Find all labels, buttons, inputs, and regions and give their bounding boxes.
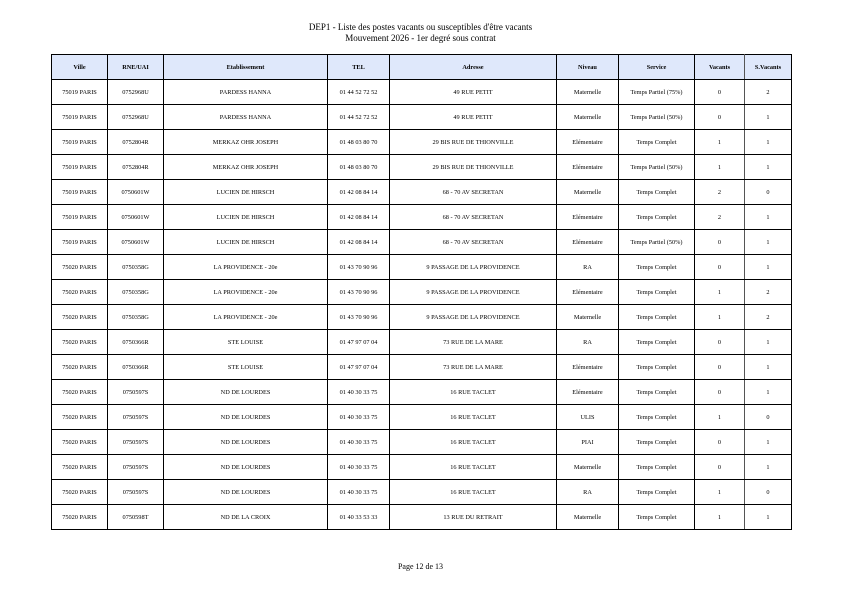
col-header-niveau: Niveau — [557, 55, 619, 80]
cell-tel: 01 40 30 33 75 — [328, 480, 390, 505]
cell-vacants: 0 — [695, 80, 745, 105]
cell-vacants: 1 — [695, 405, 745, 430]
cell-niveau: Elémentaire — [557, 205, 619, 230]
cell-etablissement: LUCIEN DE HIRSCH — [164, 205, 328, 230]
cell-rne: 0750597S — [108, 430, 164, 455]
cell-rne: 0752968U — [108, 80, 164, 105]
cell-svacants: 1 — [745, 380, 792, 405]
table-row — [52, 280, 792, 305]
cell-rne: 0750366R — [108, 330, 164, 355]
cell-svacants: 1 — [745, 255, 792, 280]
cell-tel: 01 48 03 80 70 — [328, 155, 390, 180]
table-row — [52, 380, 792, 405]
title-line-2: Mouvement 2026 - 1er degré sous contrat — [345, 33, 496, 43]
table-row — [52, 505, 792, 530]
title-line-1: DEP1 - Liste des postes vacants ou susceptibles d'être vacants — [308, 22, 533, 32]
col-header-etablissement: Etablissement — [164, 55, 328, 80]
cell-etablissement: ND DE LA CROIX — [164, 505, 328, 530]
cell-service: Temps Partiel (75%) — [619, 80, 695, 105]
cell-ville: 75020 PARIS — [52, 405, 108, 430]
cell-svacants: 0 — [745, 405, 792, 430]
cell-adresse: 49 RUE PETIT — [390, 80, 557, 105]
cell-svacants: 2 — [745, 80, 792, 105]
cell-vacants: 1 — [695, 280, 745, 305]
cell-rne: 0750598T — [108, 505, 164, 530]
cell-etablissement: LA PROVIDENCE - 20e — [164, 305, 328, 330]
cell-rne: 0750597S — [108, 380, 164, 405]
cell-tel: 01 40 30 33 75 — [328, 455, 390, 480]
cell-tel: 01 44 52 72 52 — [328, 105, 390, 130]
cell-vacants: 1 — [695, 155, 745, 180]
table-row — [52, 180, 792, 205]
cell-rne: 0750601W — [108, 230, 164, 255]
cell-niveau: Maternelle — [557, 80, 619, 105]
cell-ville: 75020 PARIS — [52, 505, 108, 530]
cell-niveau: RA — [557, 330, 619, 355]
cell-svacants: 1 — [745, 130, 792, 155]
cell-niveau: Maternelle — [557, 305, 619, 330]
cell-vacants: 0 — [695, 455, 745, 480]
cell-service: Temps Complet — [619, 480, 695, 505]
cell-vacants: 1 — [695, 505, 745, 530]
table-row — [52, 455, 792, 480]
cell-etablissement: MERKAZ OHR JOSEPH — [164, 130, 328, 155]
table-row — [52, 105, 792, 130]
cell-ville: 75020 PARIS — [52, 480, 108, 505]
cell-etablissement: MERKAZ OHR JOSEPH — [164, 155, 328, 180]
cell-tel: 01 42 08 84 14 — [328, 180, 390, 205]
page-number: Page 12 de 13 — [397, 562, 444, 571]
cell-tel: 01 43 70 90 96 — [328, 255, 390, 280]
cell-niveau: Elémentaire — [557, 355, 619, 380]
cell-service: Temps Complet — [619, 280, 695, 305]
cell-svacants: 1 — [745, 230, 792, 255]
cell-rne: 0750366R — [108, 355, 164, 380]
cell-ville: 75019 PARIS — [52, 130, 108, 155]
cell-niveau: Maternelle — [557, 455, 619, 480]
cell-rne: 0750597S — [108, 405, 164, 430]
table-row — [52, 155, 792, 180]
cell-ville: 75019 PARIS — [52, 105, 108, 130]
col-header-svacants: S.Vacants — [745, 55, 792, 80]
cell-ville: 75019 PARIS — [52, 155, 108, 180]
cell-etablissement: ND DE LOURDES — [164, 405, 328, 430]
cell-tel: 01 40 33 53 33 — [328, 505, 390, 530]
table-row — [52, 230, 792, 255]
document-title — [0, 22, 841, 44]
cell-adresse: 9 PASSAGE DE LA PROVIDENCE — [390, 280, 557, 305]
cell-adresse: 73 RUE DE LA MARE — [390, 330, 557, 355]
cell-ville: 75020 PARIS — [52, 430, 108, 455]
cell-adresse: 29 BIS RUE DE THIONVILLE — [390, 130, 557, 155]
cell-niveau: PIAI — [557, 430, 619, 455]
cell-ville: 75019 PARIS — [52, 80, 108, 105]
cell-ville: 75019 PARIS — [52, 180, 108, 205]
cell-etablissement: STE LOUISE — [164, 355, 328, 380]
table-body — [52, 80, 792, 530]
cell-rne: 0750601W — [108, 205, 164, 230]
cell-service: Temps Complet — [619, 355, 695, 380]
cell-etablissement: ND DE LOURDES — [164, 480, 328, 505]
cell-svacants: 2 — [745, 280, 792, 305]
cell-niveau: Maternelle — [557, 105, 619, 130]
cell-niveau: Maternelle — [557, 180, 619, 205]
cell-svacants: 0 — [745, 180, 792, 205]
cell-adresse: 9 PASSAGE DE LA PROVIDENCE — [390, 305, 557, 330]
cell-adresse: 29 BIS RUE DE THIONVILLE — [390, 155, 557, 180]
cell-vacants: 0 — [695, 230, 745, 255]
cell-ville: 75020 PARIS — [52, 380, 108, 405]
cell-svacants: 1 — [745, 455, 792, 480]
cell-etablissement: PARDESS HANNA — [164, 80, 328, 105]
cell-tel: 01 43 70 90 96 — [328, 305, 390, 330]
table-header-row — [52, 55, 792, 80]
cell-service: Temps Complet — [619, 405, 695, 430]
cell-niveau: RA — [557, 480, 619, 505]
cell-niveau: Elémentaire — [557, 155, 619, 180]
cell-etablissement: LA PROVIDENCE - 20e — [164, 255, 328, 280]
cell-vacants: 0 — [695, 255, 745, 280]
cell-rne: 0752804R — [108, 155, 164, 180]
cell-svacants: 1 — [745, 355, 792, 380]
cell-service: Temps Complet — [619, 180, 695, 205]
cell-adresse: 68 - 70 AV SECRETAN — [390, 230, 557, 255]
cell-svacants: 1 — [745, 330, 792, 355]
cell-adresse: 9 PASSAGE DE LA PROVIDENCE — [390, 255, 557, 280]
cell-service: Temps Complet — [619, 330, 695, 355]
cell-rne: 0750597S — [108, 455, 164, 480]
cell-etablissement: STE LOUISE — [164, 330, 328, 355]
vacant-posts-table — [51, 54, 792, 530]
col-header-adresse: Adresse — [390, 55, 557, 80]
cell-tel: 01 42 08 84 14 — [328, 230, 390, 255]
cell-svacants: 1 — [745, 430, 792, 455]
cell-vacants: 0 — [695, 330, 745, 355]
cell-niveau: ULIS — [557, 405, 619, 430]
cell-tel: 01 43 70 90 96 — [328, 280, 390, 305]
table-row — [52, 130, 792, 155]
cell-tel: 01 40 30 33 75 — [328, 380, 390, 405]
cell-vacants: 0 — [695, 105, 745, 130]
cell-ville: 75020 PARIS — [52, 330, 108, 355]
cell-service: Temps Complet — [619, 505, 695, 530]
cell-rne: 0752804R — [108, 130, 164, 155]
cell-service: Temps Complet — [619, 380, 695, 405]
cell-svacants: 0 — [745, 480, 792, 505]
cell-adresse: 73 RUE DE LA MARE — [390, 355, 557, 380]
cell-service: Temps Complet — [619, 255, 695, 280]
cell-vacants: 2 — [695, 205, 745, 230]
col-header-service: Service — [619, 55, 695, 80]
cell-rne: 0750358G — [108, 255, 164, 280]
cell-service: Temps Complet — [619, 305, 695, 330]
cell-adresse: 16 RUE TACLET — [390, 380, 557, 405]
cell-adresse: 16 RUE TACLET — [390, 430, 557, 455]
cell-etablissement: PARDESS HANNA — [164, 105, 328, 130]
cell-service: Temps Partiel (50%) — [619, 105, 695, 130]
cell-ville: 75020 PARIS — [52, 355, 108, 380]
cell-service: Temps Complet — [619, 455, 695, 480]
table-row — [52, 80, 792, 105]
cell-adresse: 68 - 70 AV SECRETAN — [390, 205, 557, 230]
table-row — [52, 305, 792, 330]
cell-rne: 0750358G — [108, 280, 164, 305]
table-row — [52, 430, 792, 455]
cell-tel: 01 48 03 80 70 — [328, 130, 390, 155]
cell-tel: 01 40 30 33 75 — [328, 405, 390, 430]
cell-rne: 0752968U — [108, 105, 164, 130]
table-row — [52, 355, 792, 380]
cell-rne: 0750358G — [108, 305, 164, 330]
cell-svacants: 1 — [745, 205, 792, 230]
cell-svacants: 1 — [745, 155, 792, 180]
cell-niveau: RA — [557, 255, 619, 280]
table-row — [52, 330, 792, 355]
cell-adresse: 49 RUE PETIT — [390, 105, 557, 130]
cell-vacants: 0 — [695, 380, 745, 405]
cell-niveau: Maternelle — [557, 505, 619, 530]
cell-service: Temps Complet — [619, 205, 695, 230]
cell-etablissement: ND DE LOURDES — [164, 455, 328, 480]
cell-rne: 0750601W — [108, 180, 164, 205]
cell-tel: 01 44 52 72 52 — [328, 80, 390, 105]
cell-etablissement: ND DE LOURDES — [164, 430, 328, 455]
cell-service: Temps Complet — [619, 430, 695, 455]
cell-svacants: 1 — [745, 505, 792, 530]
col-header-tel: TEL — [328, 55, 390, 80]
cell-ville: 75019 PARIS — [52, 230, 108, 255]
cell-adresse: 16 RUE TACLET — [390, 455, 557, 480]
cell-vacants: 1 — [695, 130, 745, 155]
cell-ville: 75019 PARIS — [52, 205, 108, 230]
cell-service: Temps Partiel (50%) — [619, 155, 695, 180]
cell-etablissement: LUCIEN DE HIRSCH — [164, 180, 328, 205]
cell-vacants: 1 — [695, 305, 745, 330]
col-header-rne: RNE/UAI — [108, 55, 164, 80]
cell-svacants: 1 — [745, 105, 792, 130]
cell-niveau: Elémentaire — [557, 230, 619, 255]
cell-tel: 01 47 97 07 04 — [328, 355, 390, 380]
cell-adresse: 16 RUE TACLET — [390, 405, 557, 430]
cell-adresse: 13 RUE DU RETRAIT — [390, 505, 557, 530]
cell-niveau: Elémentaire — [557, 130, 619, 155]
cell-service: Temps Complet — [619, 130, 695, 155]
cell-tel: 01 40 30 33 75 — [328, 430, 390, 455]
cell-niveau: Elémentaire — [557, 380, 619, 405]
cell-rne: 0750597S — [108, 480, 164, 505]
cell-ville: 75020 PARIS — [52, 280, 108, 305]
cell-etablissement: LUCIEN DE HIRSCH — [164, 230, 328, 255]
cell-ville: 75020 PARIS — [52, 305, 108, 330]
cell-adresse: 68 - 70 AV SECRETAN — [390, 180, 557, 205]
cell-vacants: 1 — [695, 480, 745, 505]
cell-vacants: 0 — [695, 355, 745, 380]
cell-service: Temps Partiel (50%) — [619, 230, 695, 255]
cell-niveau: Elémentaire — [557, 280, 619, 305]
col-header-vacants: Vacants — [695, 55, 745, 80]
cell-vacants: 2 — [695, 180, 745, 205]
table-row — [52, 480, 792, 505]
col-header-ville: Ville — [52, 55, 108, 80]
table-row — [52, 205, 792, 230]
cell-adresse: 16 RUE TACLET — [390, 480, 557, 505]
cell-ville: 75020 PARIS — [52, 255, 108, 280]
table-row — [52, 405, 792, 430]
table-row — [52, 255, 792, 280]
cell-etablissement: LA PROVIDENCE - 20e — [164, 280, 328, 305]
cell-svacants: 2 — [745, 305, 792, 330]
cell-etablissement: ND DE LOURDES — [164, 380, 328, 405]
cell-ville: 75020 PARIS — [52, 455, 108, 480]
cell-vacants: 0 — [695, 430, 745, 455]
cell-tel: 01 42 08 84 14 — [328, 205, 390, 230]
cell-tel: 01 47 97 07 04 — [328, 330, 390, 355]
